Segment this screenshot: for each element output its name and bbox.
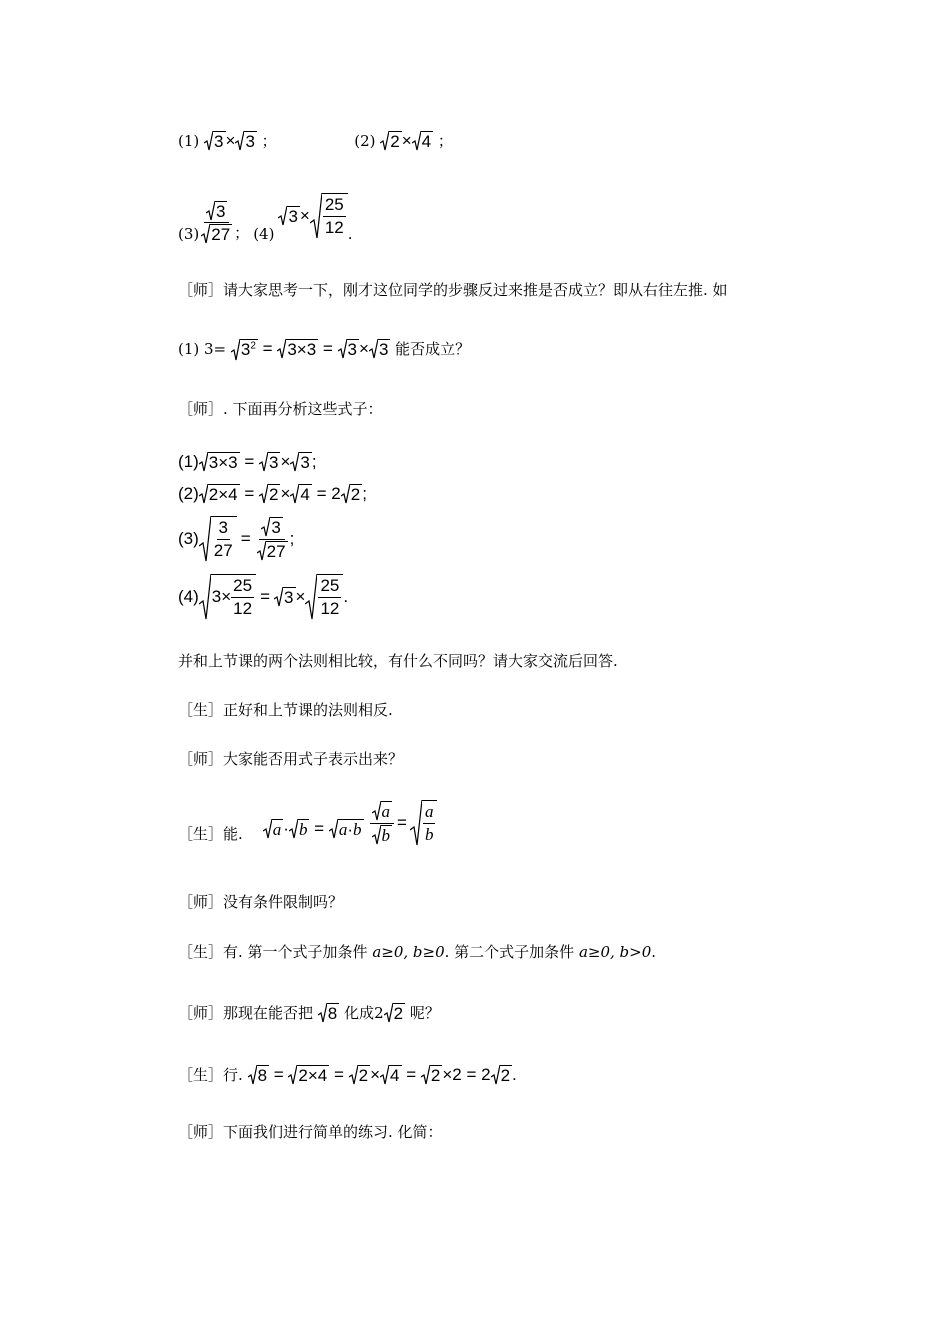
teacher-question-3: ［师］没有条件限制吗？ <box>178 893 344 911</box>
exercise-label-4: (4) <box>253 225 275 243</box>
exercise-end-2: ； <box>437 132 453 150</box>
math-quotient-rule: $\frac{a}{b}$ = $\frac{a}{b}$ <box>370 800 438 846</box>
teacher-question-2: ［师］大家能否用式子表示出来？ <box>178 750 404 768</box>
analysis-line-2: (2) 2×4 = 2 × 4 = 2 2 ; <box>178 484 367 505</box>
math-sqrt3-times-sqrt-25-over-12: 3 × $\frac{25}{12}$ <box>278 193 347 239</box>
exercise-line-2 <box>178 193 353 245</box>
exercise-end-3: ； <box>234 224 250 242</box>
equation-prefix: (1) 3= <box>178 340 227 358</box>
analysis-label-1: (1) <box>178 452 199 471</box>
equation-suffix: 能否成立？ <box>395 340 471 358</box>
student-answer-1: ［生］正好和上节课的法则相反. <box>178 701 393 719</box>
exercise-label-2: (2) <box>354 132 376 150</box>
analysis-line-4: (4) 3× $\frac{25}{12}$ = 3 × $\frac{25}{12}$ . <box>178 576 349 618</box>
conditions-text-3: . <box>651 943 657 961</box>
answer-4-prefix: ［生］行. <box>178 1066 243 1084</box>
condition-2: a≥0, b>0 <box>578 943 652 961</box>
coefficient-2: 2 <box>374 1004 384 1022</box>
math-sqrt8: 8 <box>318 1003 339 1022</box>
condition-1: a≥0, b≥0 <box>372 943 445 961</box>
teacher-question-4 <box>178 1002 440 1024</box>
exercise-label-1: (1) <box>178 132 200 150</box>
paragraph-compare: 并和上节课的两个法则相比较，有什么不同吗？请大家交流后回答. <box>178 652 618 670</box>
student-answer-4 <box>178 1064 517 1086</box>
math-sqrt2-times-sqrt4: 2 × 4 <box>380 131 438 150</box>
exercise-end-1: ； <box>261 132 277 150</box>
analysis-line-3: (3) $\frac{3}{27}$ = $\frac{3}{27}$ ; <box>178 517 295 561</box>
math-chain-sqrt: $3^2$ = 3×3 = 3 × 3 <box>231 339 395 358</box>
student-answer-3 <box>178 941 656 962</box>
exercise-end-4: . <box>347 225 353 243</box>
teacher-statement-1: ［师］. 下面再分析这些式子： <box>178 400 383 418</box>
math-sqrt3-over-sqrt27: $\frac{3}{27}$ <box>199 200 234 245</box>
analysis-label-4: (4) <box>178 587 199 606</box>
analysis-label-3: (3) <box>178 529 199 548</box>
math-sqrt3-times-sqrt3: 3 × 3 <box>204 131 262 150</box>
question-4-text-3: 呢？ <box>409 1004 440 1022</box>
math-sqrt2: 2 <box>384 1003 405 1022</box>
math-product-rule: a · b = a·b <box>263 819 364 840</box>
question-4-text-1: ［师］那现在能否把 <box>178 1004 314 1022</box>
analysis-label-2: (2) <box>178 484 199 503</box>
exercise-line-1 <box>178 130 453 152</box>
analysis-line-1: (1) 3×3 = 3 × 3 ; <box>178 452 317 473</box>
question-4-text-2: 化成 <box>344 1004 375 1022</box>
student-answer-2-prefix: ［生］能. <box>178 825 243 843</box>
teacher-statement-2: ［师］下面我们进行简单的练习. 化简： <box>178 1123 443 1141</box>
conditions-text-1: ［生］有. 第一个式子加条件 <box>178 943 373 961</box>
student-answer-2 <box>178 800 437 846</box>
math-sqrt8-simplification: 8 = 2×4 = 2 × 4 = 2 ×2 = 2 2 . <box>248 1065 517 1084</box>
exercise-label-3: (3) <box>178 225 200 243</box>
equation-line-1 <box>178 338 470 361</box>
conditions-text-2: . 第二个式子加条件 <box>444 943 579 961</box>
teacher-question-1: ［师］请大家思考一下，刚才这位同学的步骤反过来推是否成立？即从右往左推. 如 <box>178 281 728 299</box>
